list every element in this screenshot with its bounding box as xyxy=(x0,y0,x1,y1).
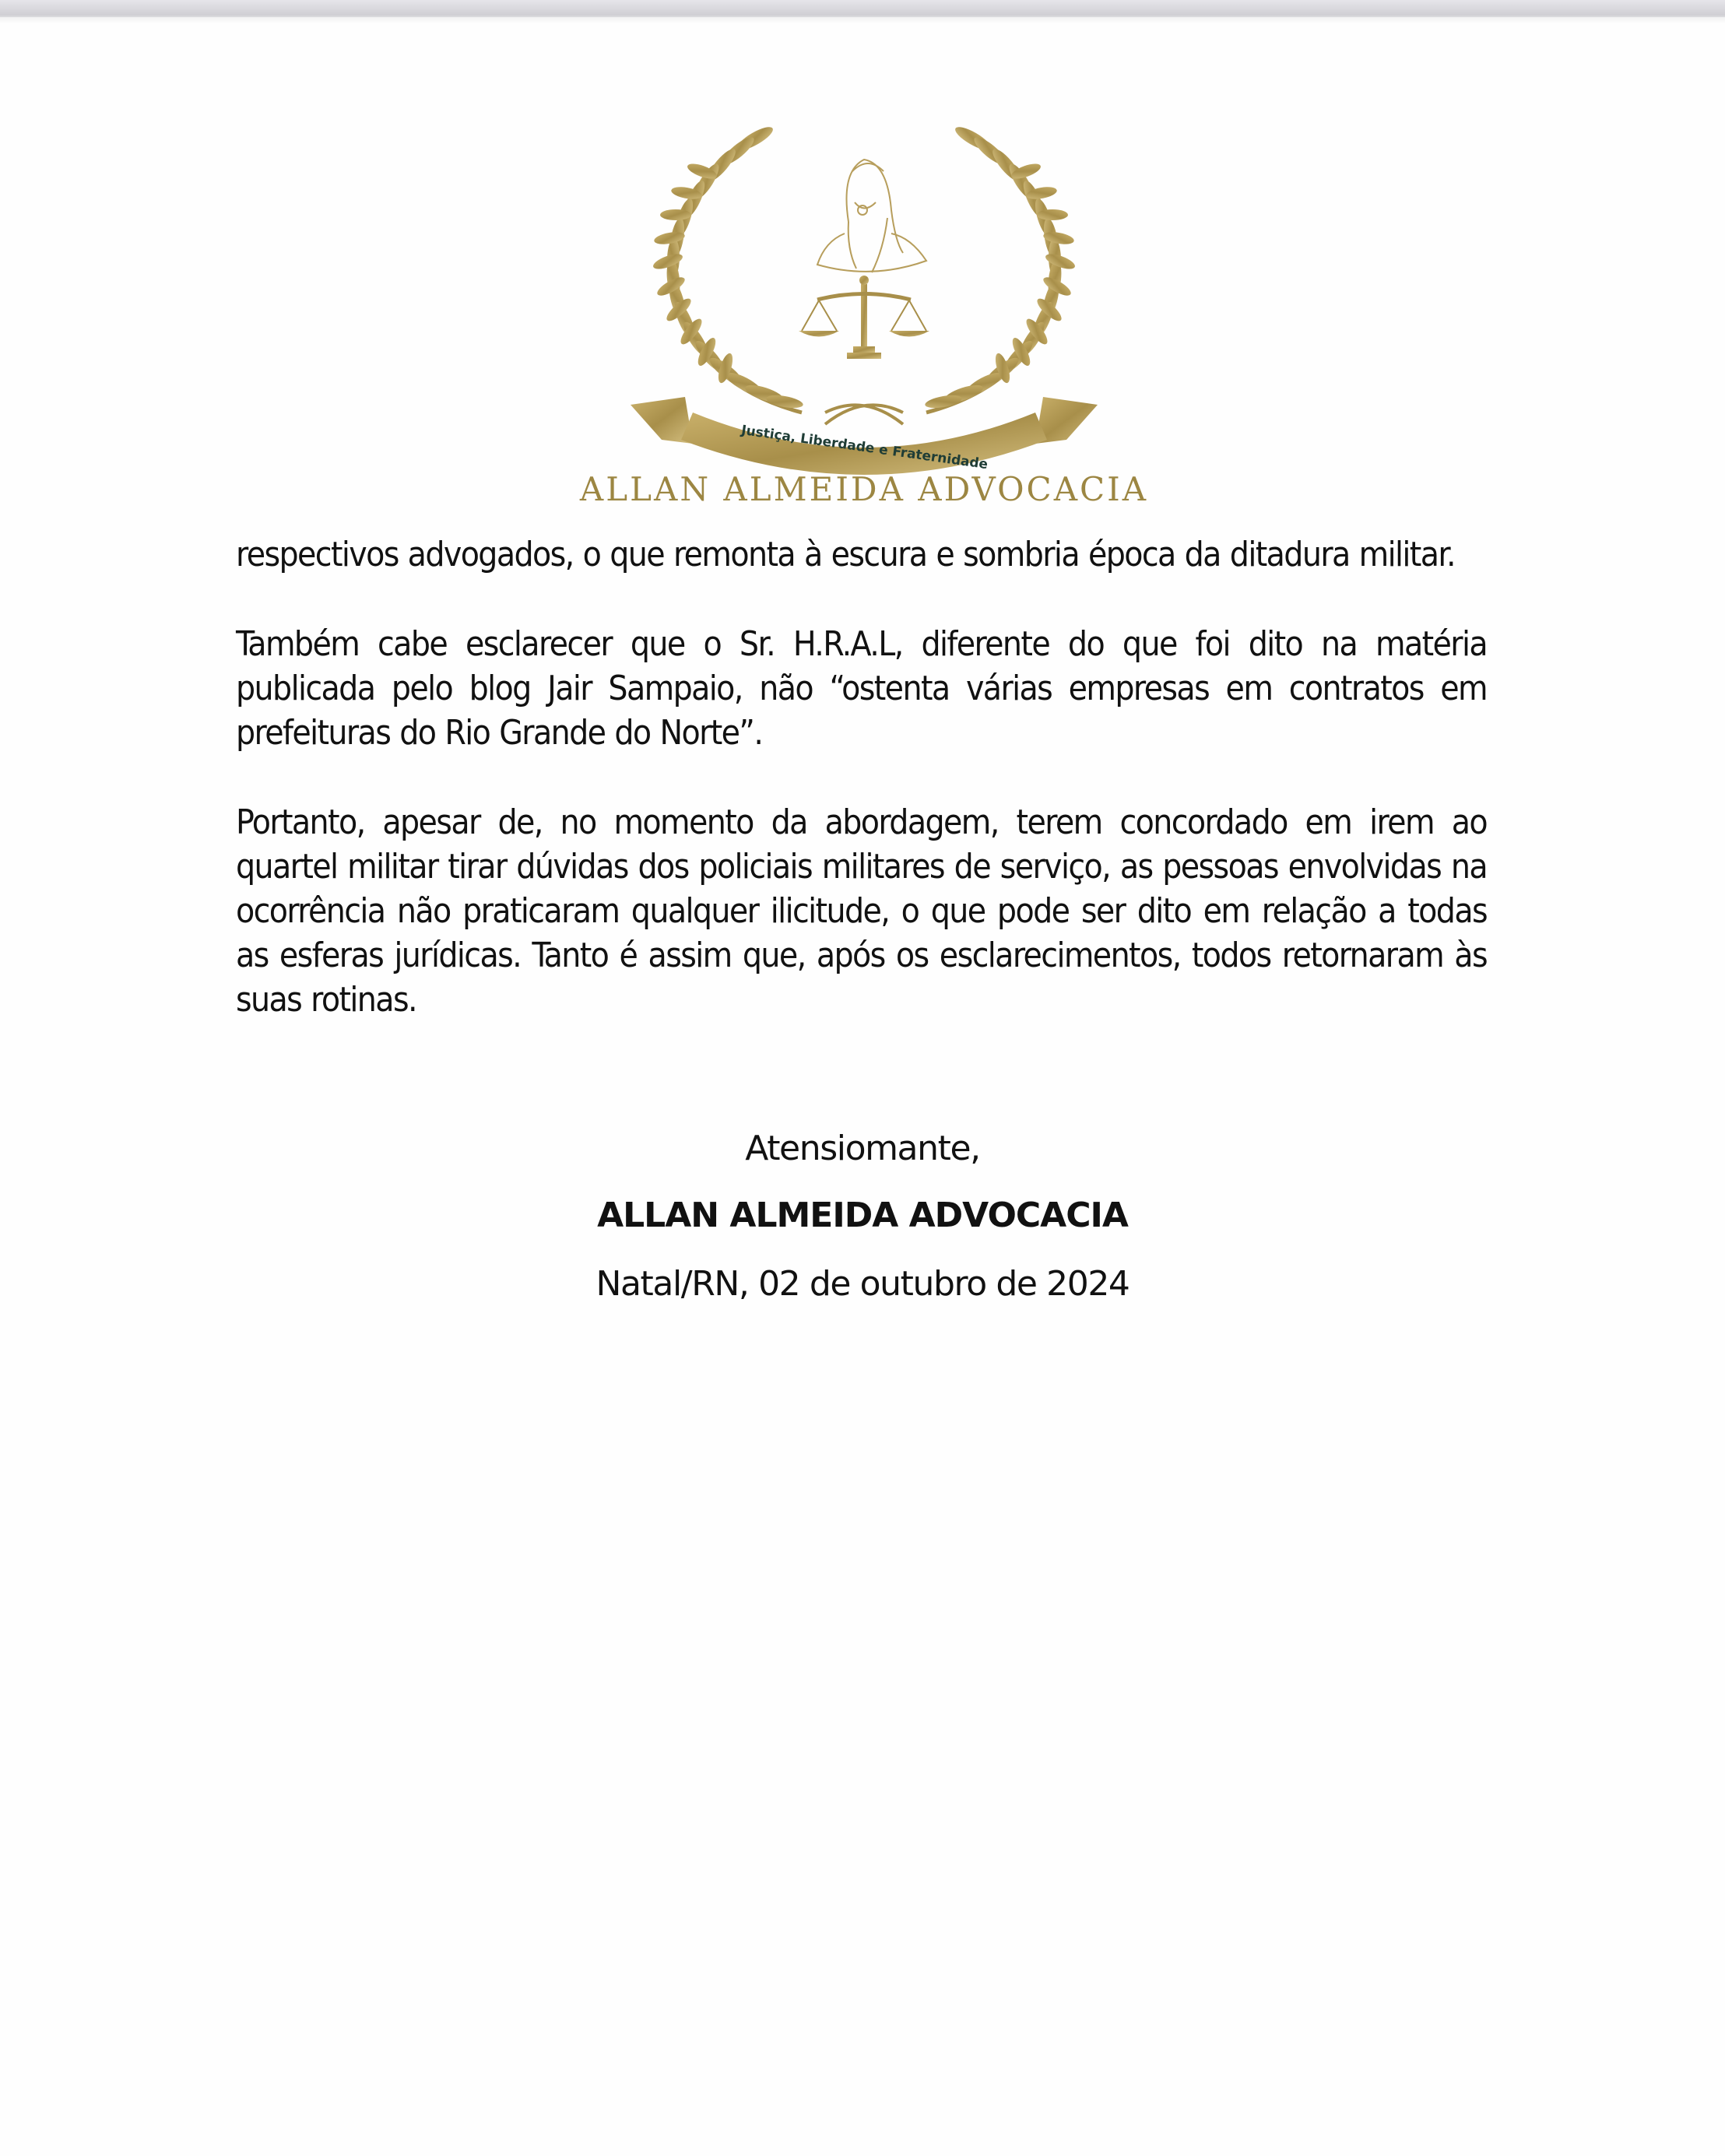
body-paragraph: Portanto, apesar de, no momento da abordagem, terem concordado em irem ao quartel militar tirar dúvidas dos policiais militares de serviço, as pessoas envolvidas na ocorrência não praticaram qualquer ilicitude, o que pode ser dito em relação a todas as esferas jurídicas. Tanto é assim que, após os esclarecimentos, todos retornaram às suas rotinas. xyxy=(236,802,1487,1020)
veiled-figure-icon xyxy=(817,160,926,272)
laurel-wreath-icon xyxy=(652,125,1077,413)
scales-of-justice-icon xyxy=(799,276,929,359)
logo-firm-name: ALLAN ALMEIDA ADVOCACIA xyxy=(579,470,1149,508)
letter-body xyxy=(236,532,1487,1067)
firm-logo xyxy=(615,125,1113,475)
logo-motto: Justiça, Liberdade e Fraternidade xyxy=(740,422,989,473)
body-paragraph: Também cabe esclarecer que o Sr. H.R.A.L, diferente do que foi dito na matéria publicada pelo blog Jair Sampaio, não “ostenta várias empresas em contratos em prefeituras do Rio Grande do Norte”. xyxy=(236,624,1487,753)
closing-salutation: Atensiomante, xyxy=(745,1129,980,1168)
closing-place-date: Natal/RN, 02 de outubro de 2024 xyxy=(595,1264,1130,1304)
top-bar-shadow xyxy=(0,17,1725,23)
viewer-top-bar xyxy=(0,0,1725,17)
body-paragraph: respectivos advogados, o que remonta à escura e sombria época da ditadura militar. xyxy=(236,535,1455,574)
closing-signature: ALLAN ALMEIDA ADVOCACIA xyxy=(597,1196,1128,1235)
ribbon-banner-icon xyxy=(631,397,1098,475)
